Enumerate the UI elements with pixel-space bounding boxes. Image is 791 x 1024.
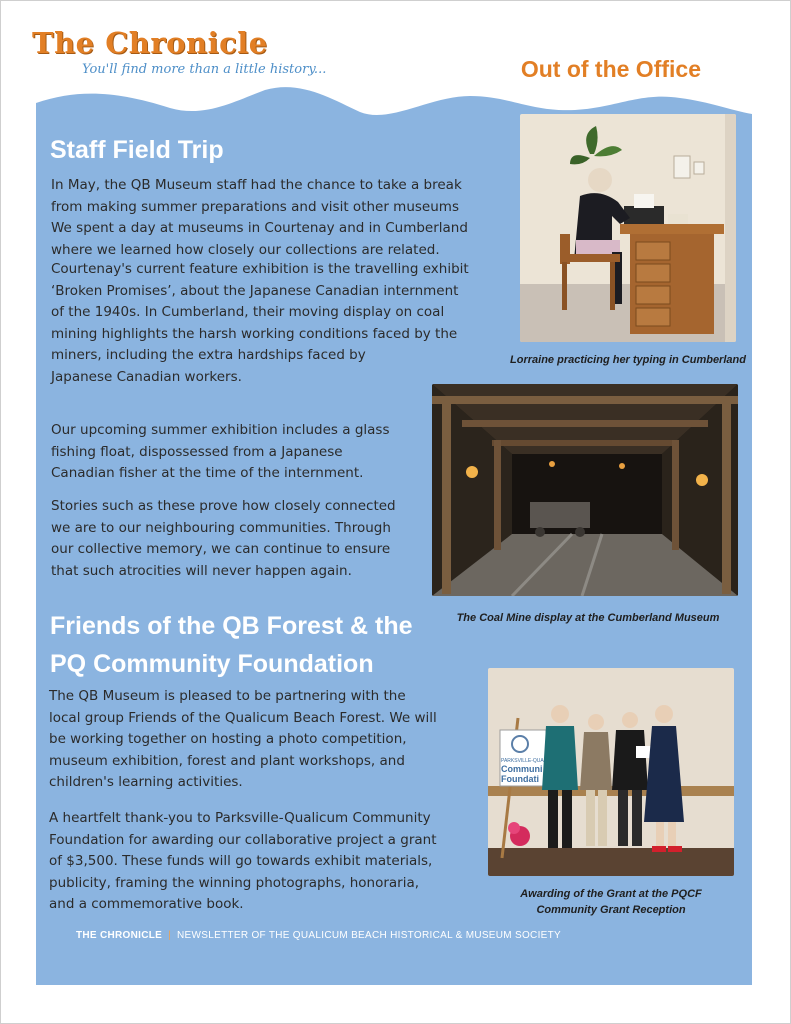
sign-text-line2: Foundati	[501, 774, 539, 784]
text-line: Japanese Canadian workers.	[51, 368, 242, 385]
photo-grant	[488, 668, 734, 876]
logo-title: The Chronicle	[32, 26, 268, 60]
section-label: Out of the Office	[520, 56, 701, 82]
article2-heading-line2: PQ Community Foundation	[50, 650, 374, 678]
footer	[76, 930, 561, 941]
footer-separator: |	[168, 930, 172, 941]
article2-para2	[49, 808, 479, 916]
article1-para3	[51, 420, 431, 485]
caption-line: Community Grant Reception	[536, 904, 686, 916]
text-line: A heartfelt thank-you to Parksville-Qualicum Community	[49, 810, 431, 826]
footer-brand: THE CHRONICLE	[76, 930, 163, 941]
text-line: The QB Museum is pleased to be partnering with the	[49, 688, 406, 704]
caption-grant	[496, 886, 726, 918]
caption-coal-mine: The Coal Mine display at the Cumberland Museum	[456, 612, 720, 624]
article2-heading-line1: Friends of the QB Forest & the	[50, 612, 413, 640]
article1-para1	[51, 175, 511, 261]
text-line: children's learning activities.	[49, 774, 243, 791]
text-line: Our upcoming summer exhibition includes a glass	[51, 422, 390, 438]
text-line: ‘Broken Promises’, about the Japanese Canadian internment	[51, 282, 459, 299]
text-line: we are to our neighbouring communities. Through	[51, 519, 391, 536]
text-line: fishing float, dispossessed from a Japanese	[51, 443, 343, 460]
text-line: We spent a day at museums in Courtenay and in Cumberland	[51, 220, 468, 237]
masthead	[32, 26, 327, 77]
caption-line: Awarding of the Grant at the PQCF	[520, 888, 702, 900]
caption-typing: Lorraine practicing her typing in Cumberland	[510, 354, 746, 366]
article2-para1	[49, 686, 479, 794]
photo-typing	[520, 114, 736, 342]
text-line: our collective memory, we can continue to ensure	[51, 541, 391, 558]
text-line: miners, including the extra hardships faced by	[51, 347, 366, 364]
text-line: Courtenay's current feature exhibition is the travelling exhibit	[51, 261, 469, 277]
text-line: local group Friends of the Qualicum Beach Forest. We will	[49, 709, 437, 726]
text-line: Foundation for awarding our collaborative project a grant	[49, 831, 437, 848]
text-line: In May, the QB Museum staff had the chance to take a break	[51, 177, 462, 193]
text-line: and a commemorative book.	[49, 896, 244, 913]
text-line: be working together on hosting a photo competition,	[49, 731, 407, 748]
text-line: of $3,500. These funds will go towards exhibit materials,	[49, 853, 433, 870]
photo-coal-mine	[432, 384, 738, 596]
article1-para2	[51, 259, 511, 389]
footer-text: NEWSLETTER OF THE QUALICUM BEACH HISTORICAL & MUSEUM SOCIETY	[177, 930, 562, 941]
text-line: Canadian fisher at the time of the internment.	[51, 465, 364, 482]
sign-text-line1: Communi	[501, 764, 543, 774]
article1-heading: Staff Field Trip	[50, 136, 224, 164]
text-line: mining highlights the harsh working conditions faced by the	[51, 325, 458, 342]
logo-tagline: You'll find more than a little history...	[82, 62, 327, 77]
text-line: museum exhibition, forest and plant workshops, and	[49, 752, 405, 769]
text-line: where we learned how closely our collections are related.	[51, 241, 440, 258]
article1-para4	[51, 496, 431, 582]
text-line: from making summer preparations and visit other museums	[51, 198, 459, 215]
text-line: of the 1940s. In Cumberland, their moving display on coal	[51, 304, 445, 321]
text-line: that such atrocities will never happen again.	[51, 562, 352, 579]
text-line: Stories such as these prove how closely connected	[51, 498, 396, 514]
text-line: publicity, framing the winning photographs, honoraria,	[49, 874, 420, 891]
sign-text-small: PARKSVILLE-QUA	[501, 758, 544, 764]
